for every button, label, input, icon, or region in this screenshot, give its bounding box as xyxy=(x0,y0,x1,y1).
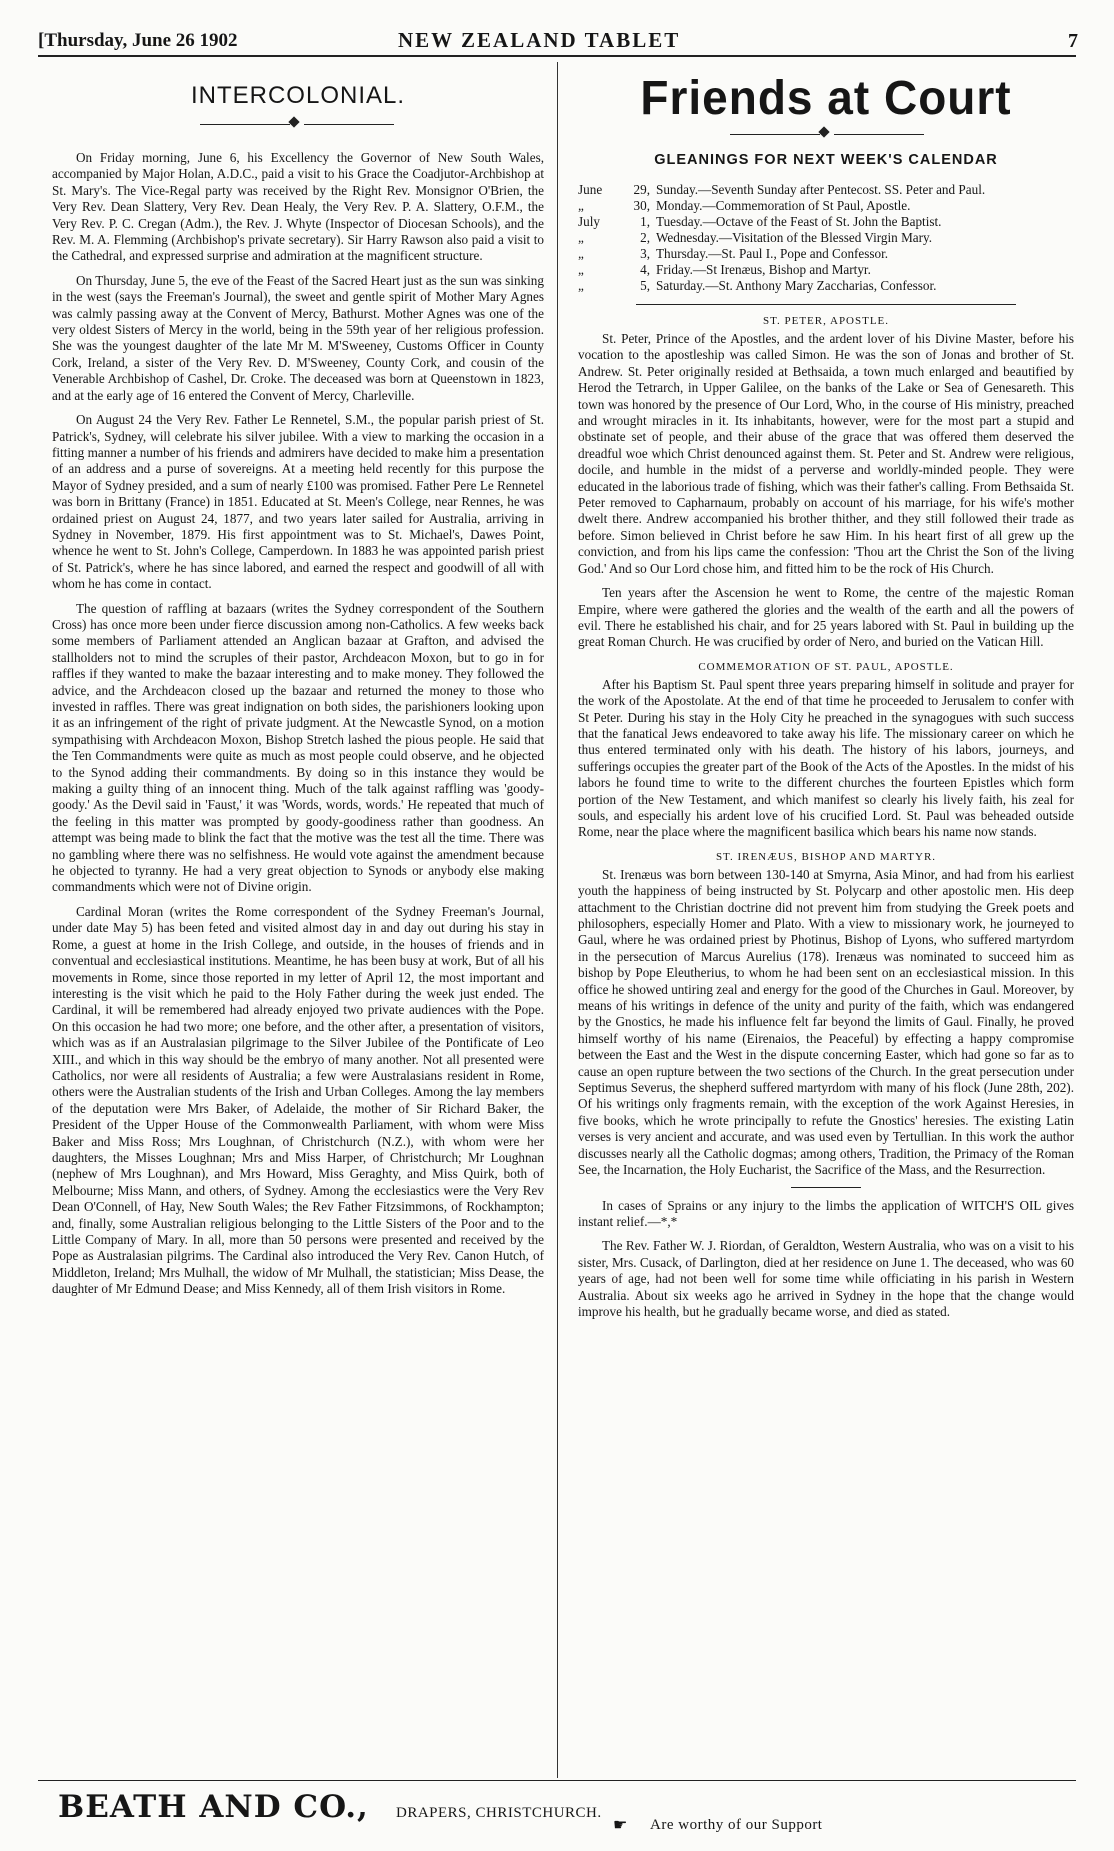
ornament-line xyxy=(834,134,924,135)
footer-rule xyxy=(38,1780,1076,1781)
article-paragraph: Cardinal Moran (writes the Rome correspondent of the Sydney Freeman's Journal, under date May 5) has been feted and visited almost day in and day out during his stay in Rome, a guest at home in the Irish College, and outside, in the houses of friends and in conventual and ecclesiastical institutions. Meantime, he has been busy at work, But of all his movements in Rome, since those reported in my letter of April 12, the most important and interesting is the visit which he paid to the Holy Father during the week just ended. The Cardinal, it will be remembered had already enjoyed two private audiences with the Pope. On this occasion he had two more; one before, and the other after, a presentation of visitors, which was as if an Australasian pilgrimage to the Silver Jubilee of the Pontificate of Leo XIII., and which in this way should be the embryo of many another. Not all presented were Catholics, nor were all residents of Australia; a few were Australasians resident in Rome, others were the Australian students of the Irish and Urban Colleges. Among the lay members of the deputation were Mrs Baker, of Adelaide, the mother of Sir Richard Baker, the President of the Upper House of the Commonwealth Parliament, with whom were Miss Baker and Miss Ross; Mrs Loughnan, of Christchurch (N.Z.), with whom were her daughters, the Misses Loughnan; Mrs and Miss Harper, of Christchurch; Mr Loughnan (nephew of Mrs Loughnan), and Mrs Howard, Miss Geraghty, and Miss Quirk, both of Melbourne; Miss Mann, and others, of Sydney. Among the ecclesiastics were the Very Rev Dean O'Connell, of Hay, New South Wales; the Rev Father Fitzsimmons, of Rockhampton; and, finally, some Australian religious belonging to the Little Sisters of the Poor and to the Little Company of Mary. In all, more than 50 persons were presented and received by the Pope as Australasian pilgrims. The Cardinal also introduced the Very Rev. Canon Hutch, of Middleton, Ireland; Mrs Mulhall, the widow of Mr Mulhall, the statistician; Miss Dease, the daughter of Mr Edmund Dease; and Miss Kennedy, all of them Irish visitors in Rome. xyxy=(52,903,544,1297)
newspaper-title: NEW ZEALAND TABLET xyxy=(398,28,681,52)
section-rule xyxy=(636,304,1016,305)
calendar-month: „ xyxy=(578,262,584,277)
calendar-day: 3, xyxy=(640,246,650,261)
calendar-text: Thursday.—St. Paul I., Pope and Confessor. xyxy=(656,246,889,261)
calendar-month: June xyxy=(578,182,603,197)
calendar-text: Wednesday.—Visitation of the Blessed Virgin Mary. xyxy=(656,230,933,245)
advert-brand: BEATH AND CO., xyxy=(58,1789,369,1825)
diamond-icon xyxy=(288,116,299,127)
st-paul-heading: COMMEMORATION OF ST. PAUL, APOSTLE. xyxy=(698,660,954,673)
calendar-entry xyxy=(578,246,1074,262)
calendar-day: 1, xyxy=(640,214,650,229)
witchs-oil-notice: In cases of Sprains or any injury to the limbs the application of WITCH'S OIL gives instant relief.—*,* xyxy=(578,1197,1074,1229)
intercolonial-title: INTERCOLONIAL. xyxy=(190,82,406,109)
calendar-entry xyxy=(578,262,1074,278)
intercolonial-column xyxy=(52,66,544,1306)
diamond-icon xyxy=(818,126,829,137)
calendar-entry xyxy=(578,230,1074,246)
calendar-entry xyxy=(578,198,1074,214)
st-irenaeus-heading: ST. IRENÆUS, BISHOP AND MARTYR. xyxy=(715,850,937,863)
calendar-entry xyxy=(578,278,1074,294)
friends-at-court-column xyxy=(578,66,1074,1328)
article-paragraph: St. Peter, Prince of the Apostles, and the ardent lover of his Divine Master, before his vocation to the apostleship was called Simon. He was the son of Jonas and brother of St. Andrew. St. Peter originally resided at Bethsaida, a town much enlarged and beautified by Herod the Tetrarch, in Upper Galilee, on the banks of the Lake or Sea of Genesareth. This town was honored by the presence of Our Lord, Who, in the course of His ministry, preached and wrought miracles in it. Its inhabitants, however, were for the most part a stupid and obstinate set of people, and their abuse of the grace that was offered them deserved the dreadful woe which Christ denounced against them. St. Peter and St. Andrew were religious, docile, and humble in the midst of a perverse and worldly-minded people. They were educated in the laborious trade of fishing, which was their father's calling. From Bethsaida St. Peter removed to Capharnaum, probably on account of his marriage, for his wife's mother dwelt there. Andrew accompanied his brother thither, and they still followed their trade as before. Simon believed in Christ before he saw Him. In his heart first of all grew up the conviction, and from his lips came the confession: 'Thou art the Christ the Son of the living God.' And so Our Lord chose him, and fitted him to be the rock of His Church. xyxy=(578,331,1074,576)
calendar-entry xyxy=(578,214,1074,230)
ornament-line xyxy=(304,124,394,125)
calendar-day: 29, xyxy=(633,182,650,197)
article-paragraph: On August 24 the Very Rev. Father Le Rennetel, S.M., the popular parish priest of St. Patrick's, Sydney, will celebrate his silver jubilee. With a view to marking the occasion in a fitting manner a number of his friends and admirers have decided to make him a presentation of an address and a purse of sovereigns. At a meeting held recently for this purpose the Mayor of Sydney presided, and a sum of nearly £100 was promised. Father Pere Le Rennetel was born in Brittany (France) in 1851. Educated at St. Meen's College, near Rennes, he was ordained priest on August 24, 1877, and two years later sailed for Australia, arriving in Sydney in November, 1879. His first appointment was to St. Michael's, Dawes Point, whence he went to St. John's College, Camperdown. In 1883 he was appointed parish priest of St. Patrick's, where he has since labored, and earned the respect and goodwill of all with whom he has come in contact. xyxy=(52,412,544,592)
calendar-day: 5, xyxy=(640,278,650,293)
column-divider xyxy=(557,62,558,1778)
calendar-text: Saturday.—St. Anthony Mary Zaccharias, Confessor. xyxy=(656,278,937,293)
calendar-day: 30, xyxy=(633,198,650,213)
article-paragraph: On Friday morning, June 6, his Excellency the Governor of New South Wales, accompanied by Major Holan, A.D.C., paid a visit to his Grace the Coadjutor-Archbishop at St. Mary's. The Vice-Regal party was received by the Right Rev. Monsignor O'Brien, the Very Rev. Dean Slattery, Very Rev. Dean Healy, the Very Rev. P. A. Slattery, O.F.M., the Very Rev. P. C. Cregan (Adm.), the Rev. J. Whyte (Inspector of Diocesan Schools), and the Rev. M. A. Flemming (Archbishop's private secretary). Sir Harry Rawson also paid a visit to the Cathedral, and expressed surprise and admiration at the magnificent structure. xyxy=(52,150,544,264)
feast-calendar xyxy=(578,182,1074,294)
st-peter-heading: ST. PETER, APOSTLE. xyxy=(762,315,890,327)
article-paragraph: St. Irenæus was born between 130-140 at Smyrna, Asia Minor, and had from his earliest youth the happiness of being instructed by St. Polycarp and other apostolic men. His deep attachment to the Christian doctrine did not prevent him from studying the Greek poets and philosophers, especially Homer and Plato. With a view to missionary work, he journeyed to Gaul, where he was ordained priest by Photinus, Bishop of Lyons, who suffered martyrdom in the persecution of Marcus Aurelius (178). Irenæus was nominated to succeed him as bishop by Pope Eleutherius, to whom he had been sent on an ecclesiastical mission. In this office he showed untiring zeal and energy for the good of the Churches in Gaul. Moreover, by means of his writings in defence of the unity and purity of the faith, which was endangered by the Gnostics, he made his influence felt far beyond the limits of Gaul. Finally, he proved himself worthy of his name (Eirenaios, the Peaceful) by effecting a happy compromise between the East and the West in the dispute concerning Easter, which had gone so far as to cause an open rupture between the two sections of the Church. In the great persecution under Septimus Severus, the shepherd suffered martyrdom with many of his flock (June 28th, 202). Of his writings only fragments remain, with the exception of the work Against Heresies, in five books, which he wrote principally to refute the Gnostics' heresies. The existing Latin verses is very ancient and accurate, and was used even by Tertullian. In this work the author discusses nearly all the Catholic dogmas; among others, Tradition, the Primacy of the Roman See, the Incarnation, the Holy Eucharist, the Sacrifice of the Mass, and the Resurrection. xyxy=(578,866,1074,1178)
calendar-month: „ xyxy=(578,246,584,261)
calendar-entry xyxy=(578,182,1074,198)
footer-advertisement xyxy=(38,1785,1078,1845)
calendar-text: Sunday.—Seventh Sunday after Pentecost. SS. Peter and Paul. xyxy=(656,182,986,197)
ornament-line xyxy=(730,134,820,135)
calendar-month: July xyxy=(578,214,600,229)
section-ornament xyxy=(578,124,1074,146)
friends-at-court-title: Friends at Court xyxy=(640,69,1012,125)
masthead-rule xyxy=(38,55,1076,57)
masthead xyxy=(38,22,1078,50)
calendar-text: Monday.—Commemoration of St Paul, Apostle. xyxy=(656,198,911,213)
article-paragraph: The question of raffling at bazaars (writes the Sydney correspondent of the Southern Cross) has once more been under fierce discussion among non-Catholics. A few weeks back some members of Parliament attended an Anglican bazaar at Grafton, and advised the stallholders not to mind the scruples of their pastor, Archdeacon Moxon, but to go in for raffles if they wanted to make the bazaar interesting and to make money. They followed the advice, and the Archdeacon closed up the bazaar and returned the money to those who invested in raffles. There was great indignation on both sides, the parishioners looking upon it as an infringement of the right of private judgment. At the Newcastle Synod, on a motion sympathising with Archdeacon Moxon, Bishop Stretch lashed the pious people. He said that the Ten Commandments were quite as much as most people could observe, and he objected to the Synod adding their commandments. By doing so in this instance they would be making a guilty thing of an innocent thing. Much of the talk against raffling was 'goody-goody.' As the Devil said in 'Faust,' it was 'Words, words, words.' He repeated that much of the feeling in this matter was prompted by goody-goodiness rather than goodness. An attempt was being made to blink the fact that the motive was the test all the time. There was no gambling where there was no selfishness. He would vote against the amendment because he objected to tyranny. He had a very great objection to Synods or anybody else making commandments which were not of Divine origin. xyxy=(52,600,544,895)
calendar-day: 2, xyxy=(640,230,650,245)
pointing-hand-icon: ☛ xyxy=(613,1815,628,1834)
advert-tagline: Are worthy of our Support xyxy=(650,1817,823,1833)
calendar-text: Friday.—St Irenæus, Bishop and Martyr. xyxy=(656,262,871,277)
calendar-month: „ xyxy=(578,198,584,213)
advert-drapers: DRAPERS, CHRISTCHURCH. xyxy=(396,1805,602,1821)
obituary-paragraph: The Rev. Father W. J. Riordan, of Geraldton, Western Australia, who was on a visit to his sister, Mrs. Cusack, of Darlington, died at her residence on June 1. The deceased, who was 60 years of age, had not been well for some time while officiating in his parish in Western Australia. About six weeks ago he arrived in Sydney in the hope that the change would improve his health, but he gradually became worse, and died as stated. xyxy=(578,1238,1074,1319)
article-paragraph: After his Baptism St. Paul spent three years preparing himself in solitude and prayer for the work of the Apostolate. At the end of that time he proceeded to Jerusalem to confer with St Peter. During his stay in the Holy City he preached in the synagogues with such success that the fanatical Jews endeavored to take away his life. The missionary career on which he thus entered terminated only with his death. The history of his labors, journeys, and sufferings occupies the greater part of the Book of the Acts of the Apostles. In the midst of his labors he found time to write to the different churches the fourteen Epistles which form portion of the New Testament, and which manifest so clearly his lively faith, his zeal for souls, and especially his ardent love of his crucified Lord. St. Paul was beheaded outside Rome, near the place where the magnificent basilica which bears his name now stands. xyxy=(578,676,1075,840)
issue-date: [Thursday, June 26 1902 xyxy=(38,30,238,51)
article-paragraph: Ten years after the Ascension he went to Rome, the centre of the majestic Roman Empire, where were gathered the glories and the wealth of the earth and all the powers of evil. There he established his chair, and for 25 years labored with St. Paul in building up the great Roman Church. He was crucified by order of Nero, and buried on the Vatican Hill. xyxy=(578,585,1074,650)
calendar-heading: GLEANINGS FOR NEXT WEEK'S CALENDAR xyxy=(654,152,998,168)
article-paragraph: On Thursday, June 5, the eve of the Feast of the Sacred Heart just as the sun was sinking in the west (says the Freeman's Journal), the sweet and gentle spirit of Mother Mary Agnes was calmly passing away at the Convent of Mercy, Bathurst. Mother Agnes was one of the very oldest Sisters of Mercy in the world, being in the 59th year of her religious profession. She was the youngest daughter of the late Mr M. M'Sweeney, Customs Officer in County Cork, Ireland, a sister of the Very Rev. D. M'Sweeney, County Cork, and cousin of the Venerable Archbishop of Cashel, Dr. Croke. The deceased was born at Queenstown in 1823, and at the early age of 16 entered the Convent of Mercy, Charleville. xyxy=(52,272,544,403)
calendar-month: „ xyxy=(578,278,584,293)
short-rule xyxy=(791,1187,861,1188)
calendar-text: Tuesday.—Octave of the Feast of St. John the Baptist. xyxy=(656,214,942,229)
page-number: 7 xyxy=(1068,30,1078,52)
section-ornament xyxy=(52,114,544,136)
ornament-line xyxy=(200,124,290,125)
calendar-month: „ xyxy=(578,230,584,245)
calendar-day: 4, xyxy=(640,262,650,277)
